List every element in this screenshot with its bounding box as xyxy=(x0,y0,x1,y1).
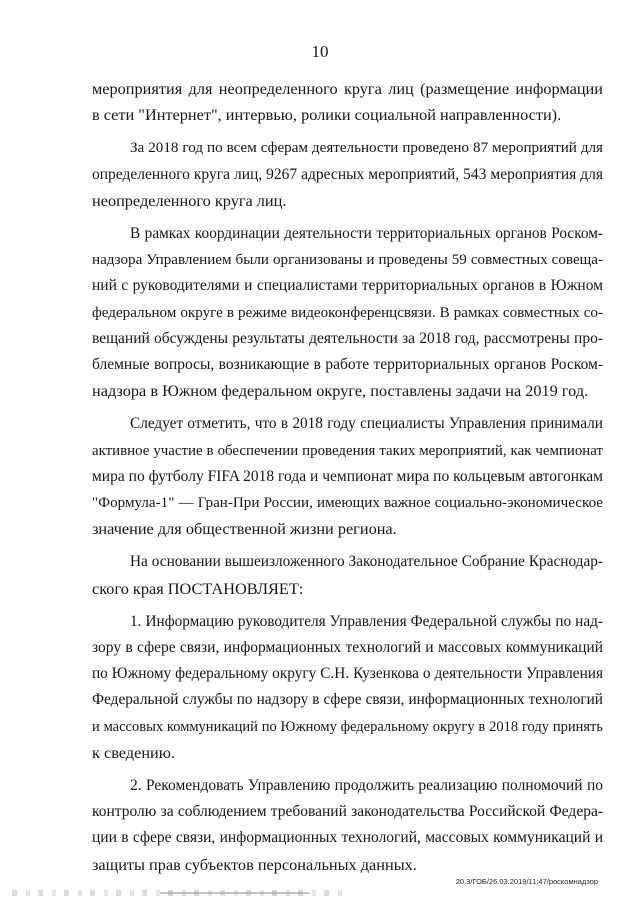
paragraph xyxy=(92,221,603,404)
text-line: контролю за соблюдением требований законодательства Российской Федера- xyxy=(92,803,603,821)
text-line: неопределенного круга лиц. xyxy=(92,190,287,210)
paragraph xyxy=(92,76,603,128)
text-line: Федеральной службы по надзору в сфере связи, информационных технологий xyxy=(92,691,603,709)
paragraph xyxy=(92,609,603,766)
text-line: мероприятия для неопределенного круга лиц (размещение информации xyxy=(92,79,603,98)
text-line: мира по футболу FIFA 2018 года и чемпионат мира по кольцевым автогонкам xyxy=(92,467,603,485)
text-line: ского края ПОСТАНОВЛЯЕТ: xyxy=(92,578,304,598)
text-line: "Формула-1" — Гран-При России, имеющих важное социально-экономическое xyxy=(92,495,603,512)
text-line: За 2018 год по всем сферам деятельности проведено 87 мероприятий для xyxy=(130,140,603,157)
text-line: вещаний обсуждены результаты деятельности за 2018 год, рассмотрены про- xyxy=(92,329,603,347)
paragraph xyxy=(92,549,603,601)
page-number: 10 xyxy=(311,42,329,61)
text-line: На основании вышеизложенного Законодательное Собрание Краснодар- xyxy=(130,553,603,571)
text-line: в сети "Интернет", интервью, ролики социальной направленности). xyxy=(92,105,562,125)
text-line: ний с руководителями и специалистами территориальных органов в Южном xyxy=(92,277,603,295)
text-line: зору в сфере связи, информационных технологий и массовых коммуникаций xyxy=(92,639,603,657)
document-body xyxy=(92,76,603,878)
text-line: Следует отметить, что в 2018 году специалисты Управления принимали xyxy=(130,415,603,433)
text-line: надзора Управлением были организованы и проведены 59 совместных совеща- xyxy=(92,252,603,269)
text-line: В рамках координации деятельности территориальных органов Роском- xyxy=(130,225,603,243)
text-line: активное участие в обеспечении проведения таких мероприятий, как чемпионат xyxy=(92,442,603,459)
text-line: и массовых коммуникаций по Южному федеральному округу в 2018 году принять xyxy=(92,718,603,735)
text-line: 1. Информацию руководителя Управления Федеральной службы по над- xyxy=(130,612,603,630)
text-line: к сведению. xyxy=(92,742,175,762)
paragraph xyxy=(92,411,603,542)
text-line: по Южному федеральному округу С.Н. Кузенкова о деятельности Управления xyxy=(92,665,603,683)
text-line: 2. Рекомендовать Управлению продолжить реализацию полномочий по xyxy=(130,777,603,795)
text-line: значение для общественной жизни региона. xyxy=(92,519,397,539)
text-line: защиты прав субъектов персональных данных. xyxy=(92,854,417,874)
paragraph xyxy=(92,773,603,878)
scan-artifact xyxy=(160,892,310,894)
text-line: надзора в Южном федеральном округе, поставлены задачи на 2019 год. xyxy=(92,381,589,401)
text-line: определенного круга лиц, 9267 адресных мероприятий, 543 мероприятия для xyxy=(92,165,603,183)
document-registration-code: 20.3/ГОБ/26.03.2019/11:47/роскомнадзор xyxy=(455,877,598,886)
paragraph xyxy=(92,135,603,214)
text-line: блемные вопросы, возникающие в работе территориальных органов Роском- xyxy=(92,356,603,374)
text-line: федеральном округе в режиме видеоконференцсвязи. В рамках совместных со- xyxy=(92,304,603,321)
text-line: ции в сфере связи, информационных технологий, массовых коммуникаций и xyxy=(92,829,603,847)
